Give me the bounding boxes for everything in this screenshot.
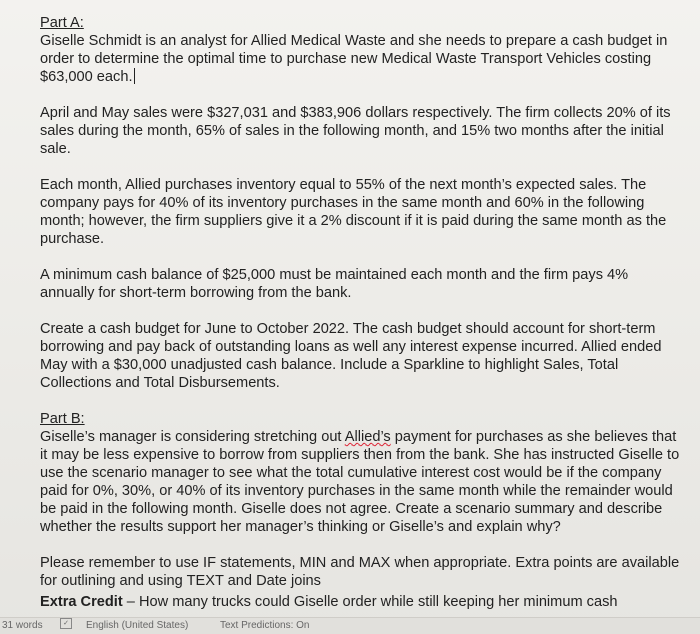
spelling-flag[interactable]: Allied’s xyxy=(344,429,391,445)
extra-credit-text: – How many trucks could Giselle order while still keeping her minimum cash xyxy=(122,594,618,610)
part-b-text-post: payment for purchases as she believes that it may be less expensive to borrow from suppliers then from the bank. She has instructed Giselle to use the scenario manager to see what the total cumulative interest cost would be if the company paid for 0%, 30%, or 40% of its inventory purchases in the same month while the remainder would be paid in the following month. Giselle does not agree. Create a scenario summary and describe whether the results support her manager’s thinking or Giselle’s and explain why? xyxy=(40,429,680,535)
text-cursor xyxy=(134,68,135,84)
reminder-paragraph[interactable]: Please remember to use IF statements, MIN and MAX when appropriate. Extra points are available for outlining and using TEXT and Date joins xyxy=(40,555,680,589)
part-a-paragraph-2[interactable]: April and May sales were $327,031 and $383,906 dollars respectively. The firm collects 20% of its sales during the month, 65% of sales in the following month, and 15% two months after the initial sale. xyxy=(40,105,671,157)
part-b-heading: Part B: xyxy=(40,411,85,427)
part-b-text-pre: Giselle’s manager is considering stretching out xyxy=(40,429,345,445)
part-a-paragraph-4[interactable]: A minimum cash balance of $25,000 must be maintained each month and the firm pays 4% annually for short-term borrowing from the bank. xyxy=(40,267,629,301)
word-count[interactable]: 31 words xyxy=(2,620,43,631)
part-a-heading: Part A: xyxy=(40,15,84,31)
document-body xyxy=(40,14,680,590)
part-a-paragraph-5[interactable]: Create a cash budget for June to October 2022. The cash budget should account for short-term borrowing and pay back of outstanding loans as well any interest expense incurred. Allied ended May with a $30,000 unadjusted cash balance. Include a Sparkline to highlight Sales, Total Collections and Total Disbursements. xyxy=(40,321,662,391)
language-indicator[interactable]: English (United States) xyxy=(86,620,189,631)
extra-credit-paragraph[interactable] xyxy=(40,594,690,610)
part-a-p1-text: Giselle Schmidt is an analyst for Allied Medical Waste and she needs to prepare a cash budget in order to determine the optimal time to purchase new Medical Waste Transport Vehicles costing $63,000 each. xyxy=(40,33,668,85)
status-bar xyxy=(0,617,700,634)
part-a-paragraph-1[interactable] xyxy=(40,32,680,86)
text-predictions-status[interactable]: Text Predictions: On xyxy=(220,620,310,631)
part-a-paragraph-3[interactable]: Each month, Allied purchases inventory equal to 55% of the next month’s expected sales. The company pays for 40% of its inventory purchases in the same month and 60% in the following month; however, the firm suppliers give it a 2% discount if it is paid during the same month as the purchase. xyxy=(40,177,667,247)
part-b-paragraph[interactable] xyxy=(40,428,680,536)
proofing-icon[interactable]: ✓ xyxy=(60,618,72,629)
extra-credit-label: Extra Credit xyxy=(40,594,123,610)
